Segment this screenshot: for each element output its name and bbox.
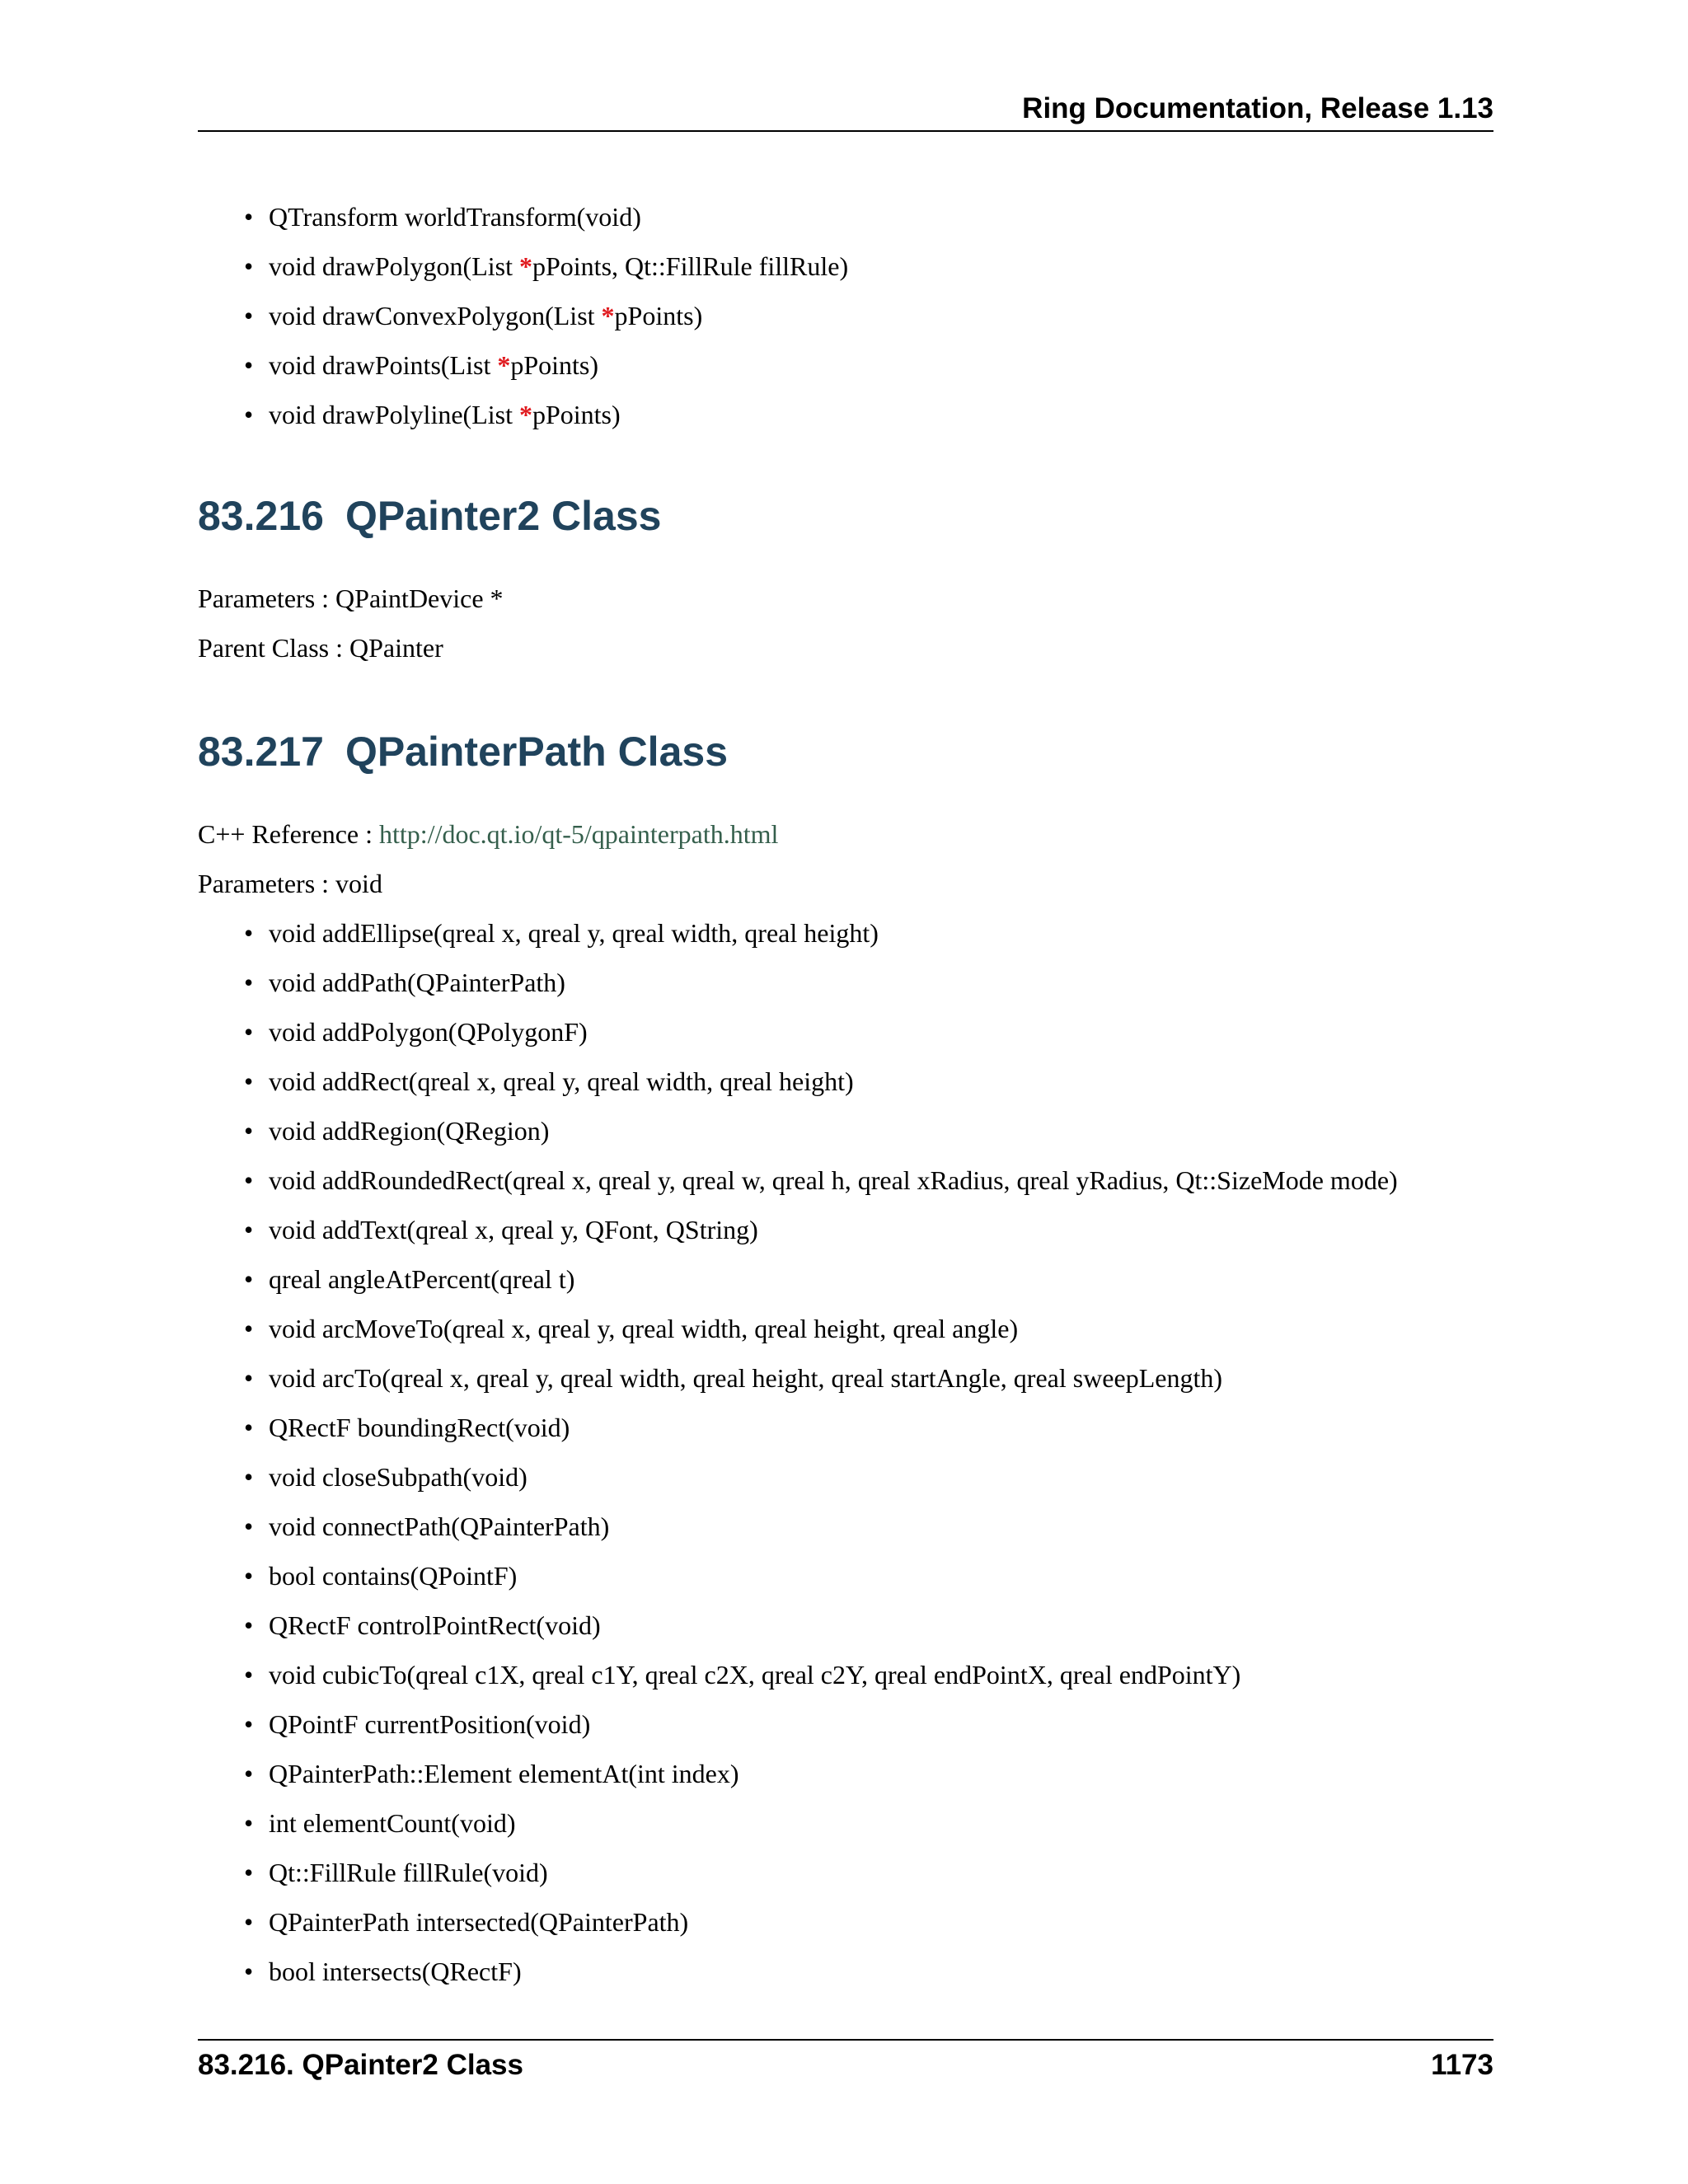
method-signature: void arcMoveTo(qreal x, qreal y, qreal width, qreal height, qreal angle) (269, 1314, 1019, 1343)
section-heading-qpainterpath (198, 727, 728, 776)
bullet-icon: • (244, 1314, 254, 1343)
list-item (244, 250, 848, 283)
bullet-icon: • (244, 1610, 254, 1640)
method-signature: int elementCount(void) (269, 1808, 516, 1838)
bullet-icon: • (244, 251, 254, 281)
method-signature: void closeSubpath(void) (269, 1462, 528, 1492)
bullet-icon: • (244, 1165, 254, 1195)
list-item (244, 1213, 1398, 1246)
method-signature: void drawPolyline(List (269, 400, 519, 429)
bullet-icon: • (244, 350, 254, 380)
method-signature-rest: pPoints) (510, 350, 599, 380)
list-item (244, 1510, 1398, 1543)
list-item (244, 1015, 1398, 1048)
method-signature: void addRegion(QRegion) (269, 1116, 550, 1146)
bullet-icon: • (244, 1413, 254, 1442)
method-list-qpainterpath (244, 916, 1398, 2004)
list-item (244, 1559, 1398, 1592)
method-signature: void drawPoints(List (269, 350, 498, 380)
list-item (244, 1312, 1398, 1345)
method-signature: void addText(qreal x, qreal y, QFont, QString) (269, 1215, 758, 1244)
bullet-icon: • (244, 1858, 254, 1887)
list-item (244, 1807, 1398, 1840)
bullet-icon: • (244, 202, 254, 232)
bullet-icon: • (244, 1759, 254, 1788)
method-signature: void drawPolygon(List (269, 251, 519, 281)
method-signature: void addRoundedRect(qreal x, qreal y, qreal w, qreal h, qreal xRadius, qreal yRadius, Qt::SizeMode mode) (269, 1165, 1398, 1195)
method-signature: QRectF boundingRect(void) (269, 1413, 570, 1442)
list-item (244, 1361, 1398, 1394)
method-signature: void addPath(QPainterPath) (269, 968, 565, 997)
bullet-icon: • (244, 1511, 254, 1541)
method-signature: qreal angleAtPercent(qreal t) (269, 1264, 575, 1294)
list-item (244, 1708, 1398, 1741)
pointer-star: * (601, 301, 615, 330)
list-item (244, 398, 848, 431)
list-item (244, 1164, 1398, 1197)
list-item (244, 1609, 1398, 1642)
list-item (244, 299, 848, 332)
bullet-icon: • (244, 301, 254, 330)
bullet-icon: • (244, 1907, 254, 1937)
bullet-icon: • (244, 400, 254, 429)
bullet-icon: • (244, 1462, 254, 1492)
list-item (244, 1263, 1398, 1296)
list-item (244, 1065, 1398, 1098)
pointer-star: * (518, 251, 532, 281)
method-signature: bool contains(QPointF) (269, 1561, 518, 1591)
list-item (244, 200, 848, 233)
running-header: Ring Documentation, Release 1.13 (1022, 92, 1493, 124)
bullet-icon: • (244, 1660, 254, 1690)
parameters-text: Parameters : void (198, 869, 382, 898)
bullet-icon: • (244, 1363, 254, 1393)
section-title-text: QPainter2 Class (345, 493, 662, 539)
list-item (244, 916, 1398, 949)
method-signature: Qt::FillRule fillRule(void) (269, 1858, 548, 1887)
list-item (244, 1955, 1398, 1988)
parameters-text: Parameters : QPaintDevice * (198, 583, 504, 613)
method-signature: QPainterPath::Element elementAt(int index) (269, 1759, 739, 1788)
method-signature: void cubicTo(qreal c1X, qreal c1Y, qreal c2X, qreal c2Y, qreal endPointX, qreal endPointY) (269, 1660, 1241, 1690)
bullet-icon: • (244, 1017, 254, 1047)
list-item (244, 1411, 1398, 1444)
running-footer (198, 2049, 1493, 2082)
method-signature-rest: pPoints) (532, 400, 621, 429)
method-signature: void addRect(qreal x, qreal y, qreal width, qreal height) (269, 1066, 854, 1096)
parent-class-text: Parent Class : QPainter (198, 633, 443, 663)
footer-section-label: 83.216. QPainter2 Class (198, 2049, 523, 2081)
reference-label: C++ Reference : (198, 819, 379, 849)
method-signature: bool intersects(QRectF) (269, 1957, 522, 1986)
method-signature: QPointF currentPosition(void) (269, 1709, 591, 1739)
section-title-text: QPainterPath Class (345, 729, 728, 775)
bullet-icon: • (244, 1808, 254, 1838)
bullet-icon: • (244, 1709, 254, 1739)
list-item (244, 966, 1398, 999)
list-item (244, 1757, 1398, 1790)
footer-rule (198, 2039, 1493, 2041)
pointer-star: * (497, 350, 511, 380)
list-item (244, 1460, 1398, 1493)
page-number: 1173 (1431, 2049, 1493, 2081)
method-signature: void addEllipse(qreal x, qreal y, qreal width, qreal height) (269, 918, 879, 948)
cpp-reference-link[interactable]: http://doc.qt.io/qt-5/qpainterpath.html (379, 819, 779, 849)
method-list-qpainter (244, 200, 848, 448)
method-signature: QTransform worldTransform(void) (269, 202, 641, 232)
method-signature: void arcTo(qreal x, qreal y, qreal width, qreal height, qreal startAngle, qreal sweepLength) (269, 1363, 1222, 1393)
section-number: 83.217 (198, 729, 324, 775)
method-signature: QRectF controlPointRect(void) (269, 1610, 601, 1640)
pointer-star: * (518, 400, 532, 429)
bullet-icon: • (244, 968, 254, 997)
list-item (244, 1658, 1398, 1691)
list-item (244, 1856, 1398, 1889)
bullet-icon: • (244, 1561, 254, 1591)
bullet-icon: • (244, 1264, 254, 1294)
method-signature: void drawConvexPolygon(List (269, 301, 602, 330)
bullet-icon: • (244, 1215, 254, 1244)
list-item (244, 349, 848, 382)
method-signature-rest: pPoints) (614, 301, 703, 330)
method-signature: QPainterPath intersected(QPainterPath) (269, 1907, 689, 1937)
list-item (244, 1905, 1398, 1938)
list-item (244, 1114, 1398, 1147)
method-signature: void addPolygon(QPolygonF) (269, 1017, 588, 1047)
method-signature: void connectPath(QPainterPath) (269, 1511, 610, 1541)
method-signature-rest: pPoints, Qt::FillRule fillRule) (532, 251, 849, 281)
header-rule (198, 130, 1493, 132)
section-heading-qpainter2 (198, 491, 661, 541)
bullet-icon: • (244, 1116, 254, 1146)
bullet-icon: • (244, 918, 254, 948)
bullet-icon: • (244, 1066, 254, 1096)
section-number: 83.216 (198, 493, 324, 539)
bullet-icon: • (244, 1957, 254, 1986)
cpp-reference-line (198, 818, 778, 851)
